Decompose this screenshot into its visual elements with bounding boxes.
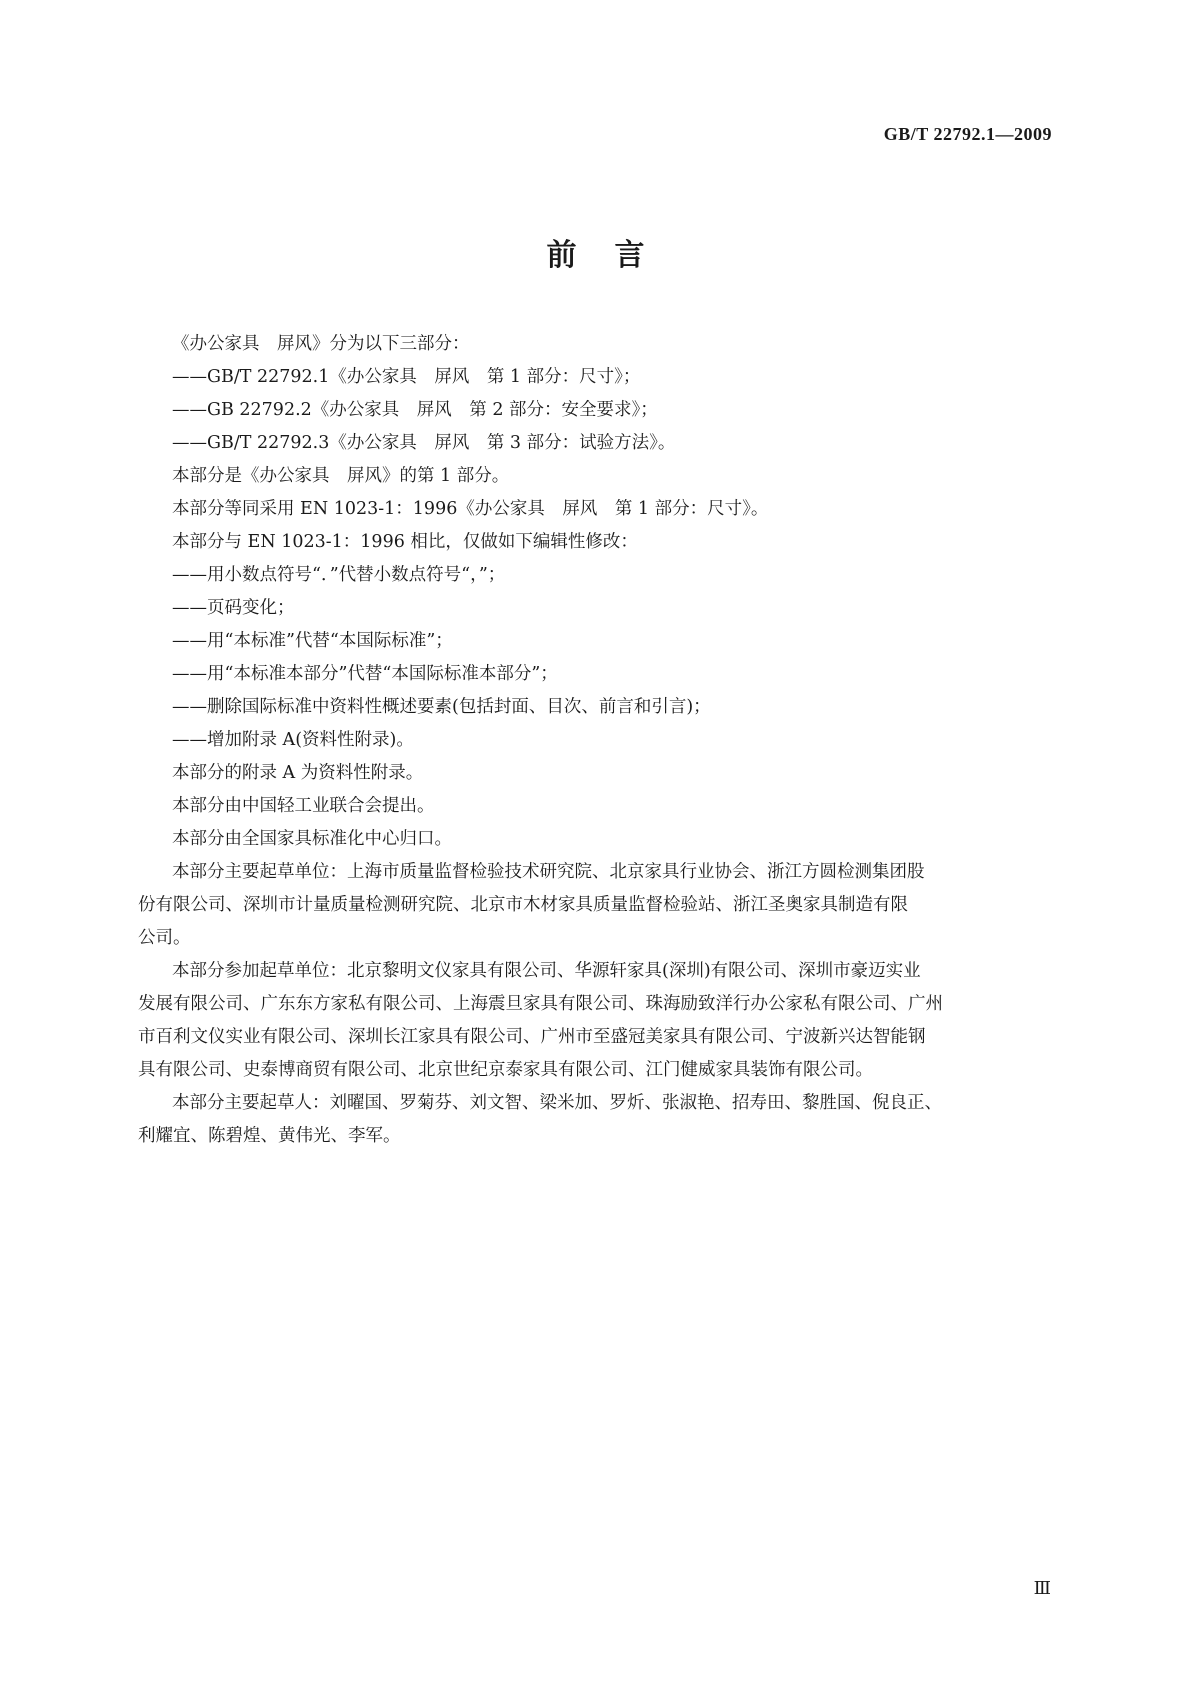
list-item: ——页码变化； <box>172 598 295 618</box>
paragraph-line: 发展有限公司、广东东方家私有限公司、上海震旦家具有限公司、珠海励致洋行办公家私有限公司、广州 <box>138 994 943 1014</box>
drafting-units-paragraph <box>138 856 1052 955</box>
standard-number: GB/T 22792.1—2009 <box>883 124 1052 144</box>
list-item: ——用“本标准本部分”代替“本国际标准本部分”； <box>172 664 558 684</box>
statement-line: 本部分由中国轻工业联合会提出。 <box>172 796 435 816</box>
statement-line: 本部分等同采用 EN 1023-1：1996《办公家具 屏风 第 1 部分：尺寸》。 <box>172 499 769 519</box>
list-item: ——GB/T 22792.3《办公家具 屏风 第 3 部分：试验方法》。 <box>172 433 676 453</box>
list-item: ——用“本标准”代替“本国际标准”； <box>172 631 453 651</box>
paragraph-line: 份有限公司、深圳市计量质量检测研究院、北京市木材家具质量监督检验站、浙江圣奥家具制造有限 <box>138 895 908 915</box>
intro-line: 《办公家具 屏风》分为以下三部分： <box>172 334 470 354</box>
participating-units-paragraph <box>138 955 1052 1087</box>
statement-line: 本部分与 EN 1023-1：1996 相比，仅做如下编辑性修改： <box>172 532 638 552</box>
paragraph-line: 利耀宜、陈碧煌、黄伟光、李军。 <box>138 1126 401 1146</box>
document-body <box>138 328 1052 1153</box>
statement-line: 本部分的附录 A 为资料性附录。 <box>172 763 424 783</box>
paragraph-line: 本部分参加起草单位：北京黎明文仪家具有限公司、华源轩家具(深圳)有限公司、深圳市豪迈实业 <box>172 961 921 981</box>
list-item: ——GB 22792.2《办公家具 屏风 第 2 部分：安全要求》； <box>172 400 658 420</box>
paragraph-line: 公司。 <box>138 928 191 948</box>
drafters-paragraph <box>138 1087 1052 1153</box>
page-number: Ⅲ <box>1033 1578 1051 1598</box>
paragraph-line: 市百利文仪实业有限公司、深圳长江家具有限公司、广州市至盛冠美家具有限公司、宁波新兴达智能钢 <box>138 1027 926 1047</box>
list-item: ——增加附录 A(资料性附录)。 <box>172 730 414 750</box>
paragraph-line: 具有限公司、史泰博商贸有限公司、北京世纪京泰家具有限公司、江门健威家具装饰有限公司。 <box>138 1060 873 1080</box>
list-item: ——删除国际标准中资料性概述要素(包括封面、目次、前言和引言)； <box>172 697 711 717</box>
paragraph-line: 本部分主要起草人：刘曜国、罗菊芬、刘文智、梁米加、罗炘、张淑艳、招寿田、黎胜国、倪良正、 <box>172 1093 942 1113</box>
paragraph-line: 本部分主要起草单位：上海市质量监督检验技术研究院、北京家具行业协会、浙江方圆检测集团股 <box>172 862 925 882</box>
statement-line: 本部分是《办公家具 屏风》的第 1 部分。 <box>172 466 510 486</box>
list-item: ——GB/T 22792.1《办公家具 屏风 第 1 部分：尺寸》； <box>172 367 641 387</box>
list-item: ——用小数点符号“．”代替小数点符号“，”； <box>172 565 506 585</box>
page-title: 前言 <box>546 238 683 273</box>
statement-line: 本部分由全国家具标准化中心归口。 <box>172 829 452 849</box>
